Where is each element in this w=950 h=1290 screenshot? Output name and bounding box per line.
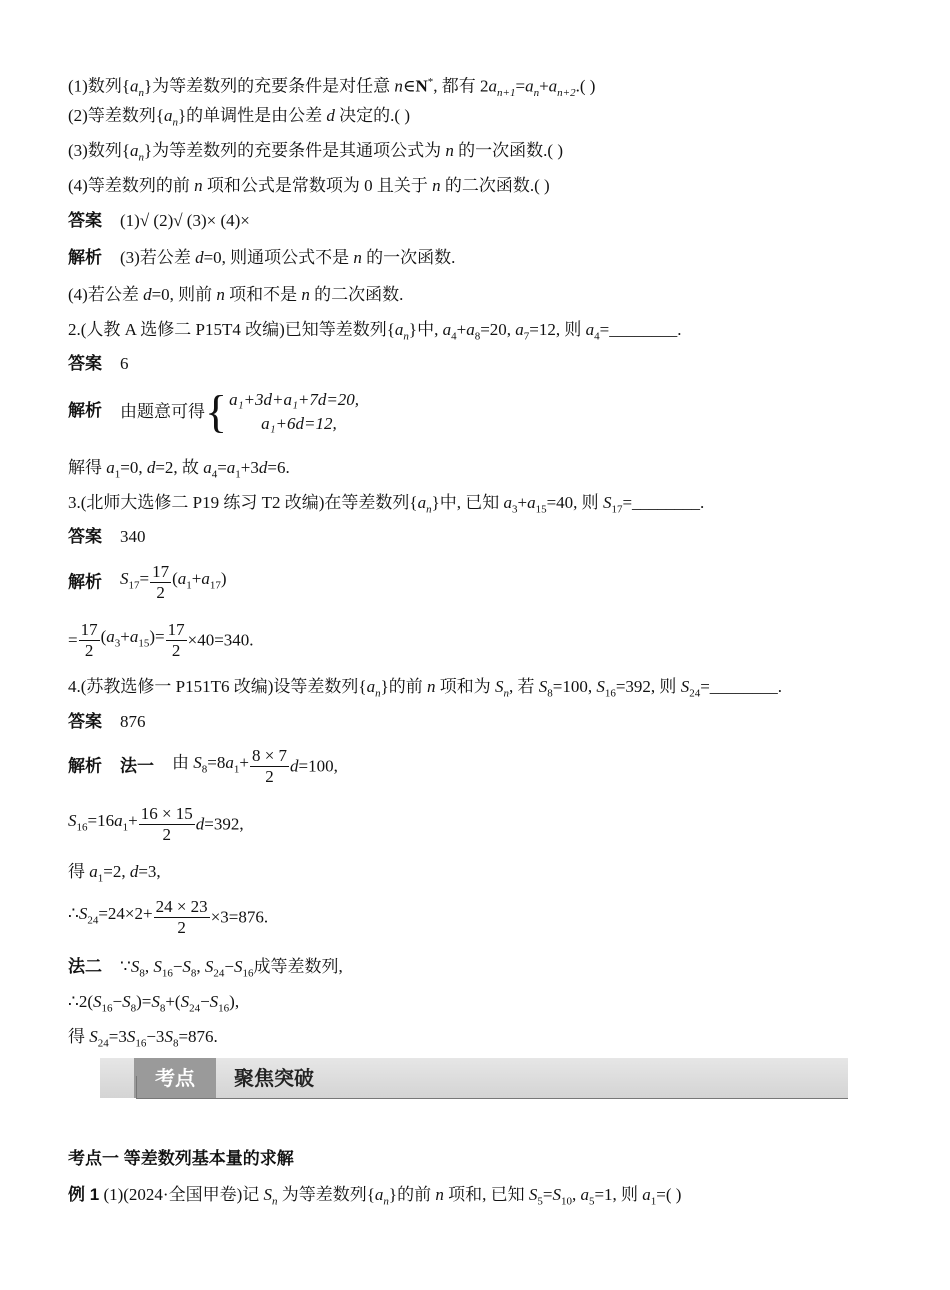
answer-4: 答案 876 xyxy=(68,712,146,731)
banner-tag: 考点 xyxy=(134,1058,216,1098)
analysis-3b: = $\frac{17}{2}$ $(a_3+a_{15})=$ $\frac{17}{2}$ ×40=340. xyxy=(68,620,254,660)
question-4: 4.(苏教选修一 P151T6 改编)设等差数列$\{a_n\}$的前 n 项和为 $S_n$, 若 $S_8=100$, $S_{16}=392$, 则 $S_{24}=\_\_\_\_\_\_\_\_$. xyxy=(68,677,783,700)
banner-divider xyxy=(136,1076,137,1098)
analysis-4d: $\therefore S_{24}=24\times 2+$ $\frac{24 \times 23}{2}$ ×3=876. xyxy=(68,897,269,937)
statement-4: (4)等差数列的前 n 项和公式是常数项为 0 且关于 n 的二次函数.( ) xyxy=(68,176,550,195)
answer-2: 答案 6 xyxy=(68,354,129,373)
banner-title: 聚焦突破 xyxy=(234,1066,314,1090)
analysis-4c: 得 $a_1=2$, d=3, xyxy=(68,862,161,885)
analysis-1b: (4)若公差 d=0, 则前 n 项和不是 n 的二次函数. xyxy=(68,285,404,304)
analysis-4b: $S_{16}=16a_1+$ $\frac{16 \times 15}{2}$ d=392, xyxy=(68,804,244,844)
brace-symbol: { xyxy=(205,386,228,437)
analysis-4f: $\therefore 2(S_{16}-S_8)=S_8+(S_{24}-S_{16})$, xyxy=(68,992,240,1015)
fraction: $\frac{17}{2}$ xyxy=(167,620,185,660)
analysis-4a: 解析 法一 由 $S_8=8a_1+$ $\frac{8 \times 7}{2}$ d=100, xyxy=(68,746,338,786)
question-3: 3.(北师大选修二 P19 练习 T2 改编)在等差数列$\{a_n\}$中, 已知 $a_3+a_{15}=40$, 则 $S_{17}=\_\_\_\_\_\_\_\_$. xyxy=(68,493,705,516)
answer-3: 答案 340 xyxy=(68,527,146,546)
statement-3: (3)数列$\{a_n\}$为等差数列的充要条件是其通项公式为 n 的一次函数.( ) xyxy=(68,141,563,164)
answer-1: 答案 (1)√ (2)√ (3)× (4)× xyxy=(68,211,250,230)
statement-2: (2)等差数列$\{a_n\}$的单调性是由公差 d 决定的.( ) xyxy=(68,106,410,129)
analysis-2-result: 解得 $a_1=0$, d=2, 故 $a_4=a_1+3d=6$. xyxy=(68,458,290,481)
question-2: 2.(人教 A 选修二 P15T4 改编)已知等差数列$\{a_n\}$中, $a_4+a_8=20$, $a_7=12$, 则 $a_4=\_\_\_\_\_\_\_\_$. xyxy=(68,320,682,343)
equation-system: a₁+3d+a₁+7d=20, a₁+6d=12, xyxy=(229,390,360,433)
analysis-2: 解析 由题意可得{ a₁+3d+a₁+7d=20, a₁+6d=12, xyxy=(68,386,360,437)
banner-underline xyxy=(136,1098,848,1099)
fraction: $\frac{17}{2}$ xyxy=(80,620,98,660)
section-title: 考点一 等差数列基本量的求解 xyxy=(68,1149,294,1168)
fraction: $\frac{24 \times 23}{2}$ xyxy=(155,897,208,937)
analysis-3a: 解析 $S_{17}=$ $\frac{17}{2}$ $(a_1+a_{17})$ xyxy=(68,562,227,602)
section-banner xyxy=(100,1058,848,1098)
fraction: $\frac{8 \times 7}{2}$ xyxy=(251,746,288,786)
fraction: $\frac{16 \times 15}{2}$ xyxy=(140,804,193,844)
analysis-4g: 得 $S_{24}=3S_{16}-3S_8=876$. xyxy=(68,1027,218,1050)
example-1: 例 1 (1)(2024·全国甲卷)记 $S_n$ 为等差数列$\{a_n\}$的前 n 项和, 已知 $S_5=S_{10}$, $a_5=1$, 则 $a_1=$( ) xyxy=(68,1185,682,1208)
fraction: $\frac{17}{2}$ xyxy=(152,562,170,602)
analysis-4e: 法二 $\because S_8$, $S_{16}-S_8$, $S_{24}-S_{16}$成等差数列, xyxy=(68,957,343,980)
statement-1: (1)数列$\{a_n\}$为等差数列的充要条件是对任意 n∈N*, 都有 $2a_{n+1}=a_n+a_{n+2}$.( ) xyxy=(68,76,596,100)
analysis-1a: 解析 (3)若公差 d=0, 则通项公式不是 n 的一次函数. xyxy=(68,248,456,267)
